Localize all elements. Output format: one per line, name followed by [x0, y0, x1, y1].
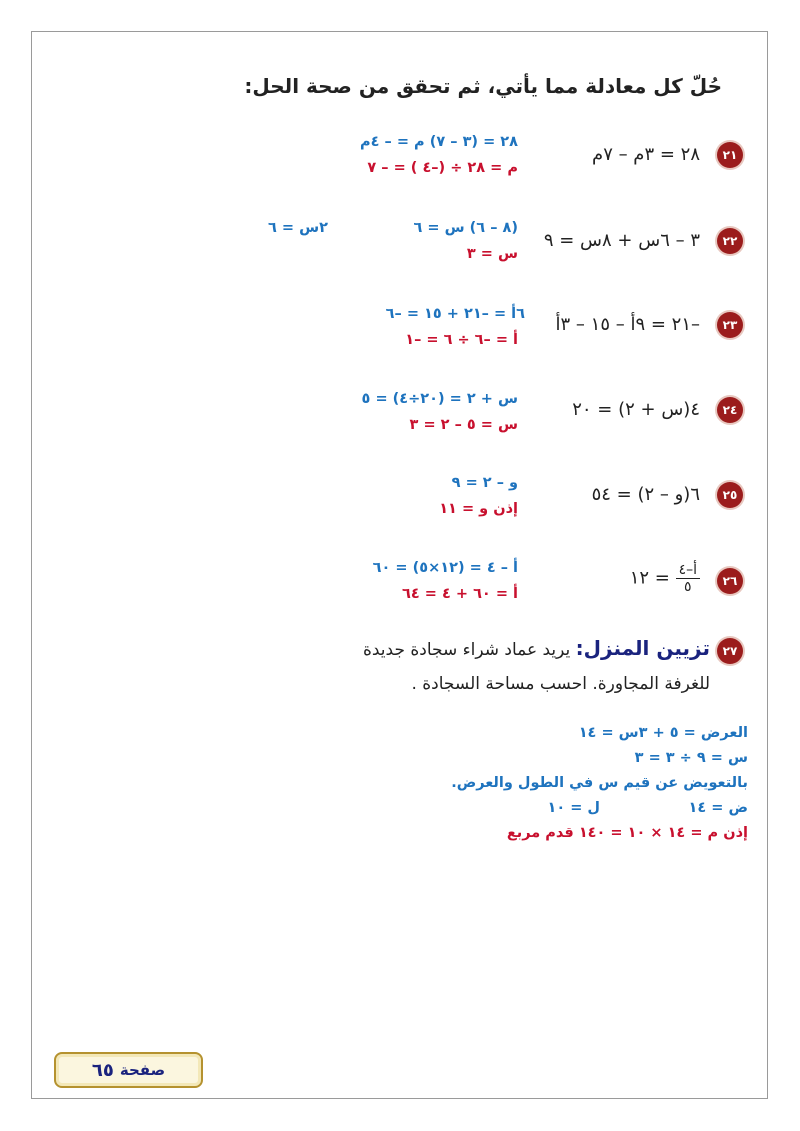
equation-25: ٦(و – ٢) = ٥٤ [591, 484, 700, 505]
word-problem-line1 [363, 636, 710, 660]
solution-step-26: أ – ٤ = (١٢×٥) = ٦٠ [372, 560, 518, 576]
solution-answer-23: أ = –٦ ÷ ٦ = –١ [405, 332, 518, 348]
word-problem-text: يريد عماد شراء سجادة جديدة [362, 640, 571, 660]
equation-rhs: = ١٢ [629, 567, 670, 589]
page-number-box [54, 1052, 203, 1088]
solution-answer-25: إذن و = ١١ [439, 501, 518, 517]
solution-step-24: س + ٢ = (٢٠÷٤) = ٥ [361, 391, 518, 407]
equation-26 [630, 562, 700, 595]
equation-24: ٤(س + ٢) = ٢٠ [572, 399, 700, 420]
word-solution-width: ض = ١٤ [688, 800, 748, 816]
word-solution-step-3: بالتعويض عن قيم س في الطول والعرض. [451, 775, 748, 791]
exercise-heading: حُلّ كل معادلة مما يأتي، ثم تحقق من صحة الحل: [244, 74, 722, 98]
exercise-number-badge: ٢٧ [717, 638, 743, 664]
fraction-numerator: أ–٤ [676, 562, 700, 579]
word-solution-step-1: العرض = ٥ + ٣س = ١٤ [578, 725, 748, 741]
page-label: صفحة [119, 1061, 166, 1079]
solution-step-23: ٦أ = –٢١ + ١٥ = –٦ [385, 306, 525, 322]
solution-answer-24: س = ٥ – ٢ = ٣ [409, 417, 518, 433]
equation-21: ٢٨ = ٣م – ٧م [592, 144, 700, 165]
exercise-number-badge: ٢٢ [717, 228, 743, 254]
solution-answer-22: س = ٣ [466, 246, 518, 262]
exercise-number-badge: ٢٥ [717, 482, 743, 508]
word-solution-answer: إذن م = ١٤ × ١٠ = ١٤٠ قدم مربع [506, 825, 748, 841]
page-number: ٦٥ [91, 1059, 114, 1081]
solution-answer-21: م = ٢٨ ÷ (–٤ ) = – ٧ [367, 160, 518, 176]
exercise-number-badge: ٢٤ [717, 397, 743, 423]
word-solution-step-2: س = ٩ ÷ ٣ = ٣ [634, 750, 748, 766]
fraction-denominator: ٥ [684, 579, 692, 595]
fraction [676, 562, 700, 595]
equation-23: –٢١ = ٩أ – ١٥ – ٣أ [555, 314, 700, 335]
exercise-number-badge: ٢١ [717, 142, 743, 168]
equation-22: ٣ – ٦س + ٨س = ٩ [543, 230, 700, 251]
solution-answer-26: أ = ٦٠ + ٤ = ٦٤ [402, 586, 518, 602]
word-solution-length: ل = ١٠ [547, 800, 600, 816]
solution-step-22: (٨ – ٦) س = ٦ [413, 220, 518, 236]
word-problem-line2: للغرفة المجاورة. احسب مساحة السجادة . [411, 674, 710, 694]
exercise-number-badge: ٢٦ [717, 568, 743, 594]
solution-step-22b: ٢س = ٦ [268, 220, 328, 236]
exercise-number-badge: ٢٣ [717, 312, 743, 338]
solution-step-21: ٢٨ = (٣ – ٧) م = – ٤م [359, 134, 518, 150]
word-problem-title: تزيين المنزل: [575, 636, 710, 660]
solution-step-25: و – ٢ = ٩ [451, 475, 518, 491]
